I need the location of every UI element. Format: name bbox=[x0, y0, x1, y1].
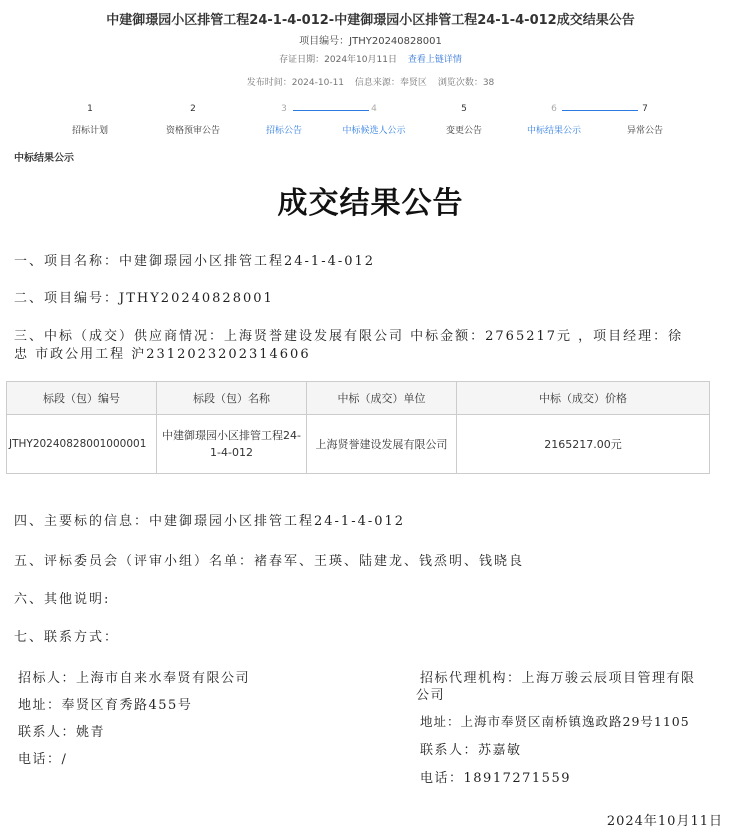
cell-name: 中建御璟园小区排管工程24-1-4-012 bbox=[157, 415, 307, 474]
agency-line: 招标代理机构：上海万骏云辰项目管理有限 bbox=[420, 671, 696, 686]
step-number: 2 bbox=[190, 104, 196, 114]
step-1[interactable] bbox=[45, 104, 135, 136]
agency-contact: 联系人：苏嘉敏 bbox=[420, 743, 522, 758]
step-number: 7 bbox=[642, 104, 648, 114]
cell-code: JTHY20240828001000001 bbox=[7, 415, 157, 474]
tenderer-line: 招标人：上海市自来水奉贤有限公司 bbox=[18, 671, 251, 686]
step-6[interactable] bbox=[509, 104, 599, 136]
tenderer-phone: 电话：/ bbox=[18, 752, 68, 767]
cell-price: 2165217.00元 bbox=[457, 415, 710, 474]
info-source: 信息来源：奉贤区 bbox=[354, 78, 427, 88]
other-notes-line: 六、其他说明: bbox=[14, 592, 111, 607]
bid-result-table bbox=[6, 381, 710, 474]
publish-time: 发布时间：2024-10-11 bbox=[246, 78, 345, 88]
agency-phone: 电话：18917271559 bbox=[420, 771, 571, 786]
deposit-date: 存证日期：2024年10月11日 bbox=[279, 55, 397, 65]
step-number: 3 bbox=[281, 104, 287, 114]
step-label: 异常公告 bbox=[626, 126, 663, 136]
section-label: 中标结果公示 bbox=[14, 153, 74, 164]
committee-line: 五、评标委员会（评审小组）名单：褚春军、王瑛、陆建龙、钱烝明、钱晓良 bbox=[14, 554, 525, 569]
step-label: 中标候选人公示 bbox=[342, 126, 406, 136]
page-title: 中建御璟园小区排管工程24-1-4-012-中建御璟园小区排管工程24-1-4-012成交结果公告 bbox=[106, 13, 635, 28]
step-number: 5 bbox=[461, 104, 467, 114]
agency-line-cont: 公司 bbox=[416, 688, 446, 703]
deposit-info bbox=[0, 52, 741, 65]
tenderer-address: 地址：奉贤区育秀路455号 bbox=[18, 698, 193, 713]
col-header-code: 标段（包）编号 bbox=[7, 382, 157, 415]
view-count: 浏览次数：38 bbox=[437, 78, 495, 88]
project-name-line: 一、项目名称：中建御璟园小区排管工程24-1-4-012 bbox=[14, 254, 376, 269]
col-header-price: 中标（成交）价格 bbox=[457, 382, 710, 415]
project-number: 项目编号：JTHY20240828001 bbox=[299, 36, 442, 47]
step-label: 变更公告 bbox=[445, 126, 482, 136]
step-label: 资格预审公告 bbox=[165, 126, 220, 136]
step-7[interactable] bbox=[600, 104, 690, 136]
step-3[interactable] bbox=[239, 104, 329, 136]
project-number-line: 二、项目编号：JTHY20240828001 bbox=[14, 291, 274, 306]
step-2[interactable] bbox=[148, 104, 238, 136]
tenderer-contact: 联系人：姚青 bbox=[18, 725, 106, 740]
table-header-row bbox=[7, 382, 710, 415]
table-row bbox=[7, 415, 710, 474]
step-5[interactable] bbox=[419, 104, 509, 136]
publish-meta bbox=[0, 75, 741, 88]
step-label: 中标结果公示 bbox=[526, 126, 581, 136]
step-label: 招标公告 bbox=[265, 126, 302, 136]
col-header-name: 标段（包）名称 bbox=[157, 382, 307, 415]
document-title: 成交结果公告 bbox=[277, 186, 464, 221]
agency-address: 地址：上海市奉贤区南桥镇逸政路29号1105 bbox=[420, 714, 690, 729]
process-steps bbox=[0, 104, 741, 138]
footer-date: 2024年10月11日 bbox=[606, 814, 723, 829]
col-header-unit: 中标（成交）单位 bbox=[307, 382, 457, 415]
contact-heading: 七、联系方式： bbox=[14, 630, 120, 645]
step-number: 4 bbox=[371, 104, 377, 114]
cell-unit: 上海贤誉建设发展有限公司 bbox=[307, 415, 457, 474]
supplier-line: 三、中标（成交）供应商情况：上海贤誉建设发展有限公司 中标金额：2765217元 ，项目经理：徐 bbox=[14, 329, 684, 344]
step-number: 6 bbox=[551, 104, 557, 114]
step-4[interactable] bbox=[329, 104, 419, 136]
chain-detail-link[interactable]: 查看上链详情 bbox=[407, 55, 462, 65]
step-label: 招标计划 bbox=[71, 126, 108, 136]
supplier-line-cont: 忠 市政公用工程 沪2312023202314606 bbox=[14, 347, 311, 362]
main-subject-line: 四、主要标的信息：中建御璟园小区排管工程24-1-4-012 bbox=[14, 514, 406, 529]
step-number: 1 bbox=[87, 104, 93, 114]
